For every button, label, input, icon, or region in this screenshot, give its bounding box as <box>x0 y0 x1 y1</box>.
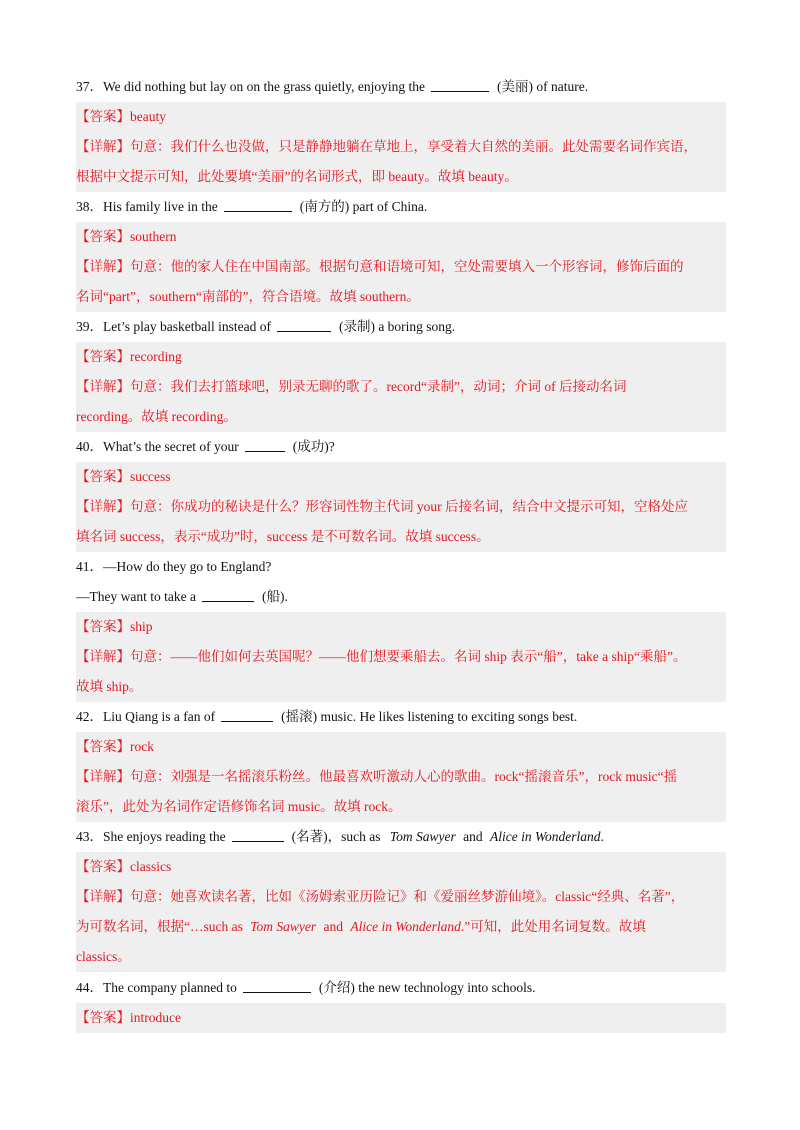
answer-line <box>76 342 726 372</box>
answer-blank <box>224 197 292 212</box>
explanation-text: 为可数名词，根据“…such as <box>76 919 243 934</box>
answer-blank <box>243 978 311 993</box>
question-43 <box>76 822 726 852</box>
answer-label: 【答案】 <box>76 229 130 244</box>
answer-value: rock <box>130 739 154 754</box>
explanation-text: 句意：我们什么也没做，只是静静地躺在草地上，享受着大自然的美丽。此处需要名词作宾语， <box>130 139 697 154</box>
answer-label: 【答案】 <box>76 349 130 364</box>
explanation-line: 滚乐”，此处为名词作定语修饰名词 music。故填 rock。 <box>76 799 402 814</box>
book-title: Alice in Wonderland <box>350 919 461 934</box>
answer-label: 【答案】 <box>76 859 130 874</box>
answer-blank <box>221 707 273 722</box>
answer-block-40 <box>76 462 726 552</box>
explanation-line <box>76 252 726 282</box>
answer-block-42 <box>76 732 726 822</box>
answer-blank <box>431 77 489 92</box>
question-hint: (录制) a boring song. <box>338 319 456 334</box>
explanation-text: 句意：你成功的秘诀是什么？形容词性物主代词 your 后接名词，结合中文提示可知，空格处应 <box>130 499 688 514</box>
question-text: 38．His family live in the <box>76 199 218 214</box>
question-text: . <box>600 829 604 844</box>
question-hint: (摇滚) music. He likes listening to exciting songs best. <box>281 709 578 724</box>
question-text: —They want to take a <box>76 589 196 604</box>
answer-blank <box>277 317 331 332</box>
explanation-label: 【详解】 <box>76 259 130 274</box>
explanation-text: and <box>323 919 343 934</box>
question-hint: (南方的) part of China. <box>299 199 428 214</box>
explanation-line: recording。故填 recording。 <box>76 409 237 424</box>
book-title: Alice in Wonderland <box>489 829 601 844</box>
question-42 <box>76 702 726 732</box>
explanation-label: 【详解】 <box>76 499 130 514</box>
answer-value: beauty <box>130 109 166 124</box>
explanation-text: .”可知，此处用名词复数。故填 <box>460 919 646 934</box>
answer-value: southern <box>130 229 177 244</box>
explanation-label: 【详解】 <box>76 379 130 394</box>
explanation-line <box>76 492 726 522</box>
explanation-line: 故填 ship。 <box>76 679 143 694</box>
explanation-line: 名词“part”，southern“南部的”，符合语境。故填 southern。 <box>76 289 420 304</box>
answer-line <box>76 852 726 882</box>
explanation-line <box>76 882 726 912</box>
explanation-text: 句意：刘强是一名摇滚乐粉丝。他最喜欢听激动人心的歌曲。rock“摇滚音乐”，rock music“摇 <box>130 769 678 784</box>
question-text: 40．What’s the secret of your <box>76 439 239 454</box>
explanation-line <box>76 912 726 942</box>
explanation-line: classics。 <box>76 949 131 964</box>
answer-value: classics <box>130 859 172 874</box>
question-hint: (成功)? <box>292 439 335 454</box>
answer-block-44 <box>76 1003 726 1033</box>
answer-blank <box>202 587 254 602</box>
explanation-line: 填名词 success，表示“成功”时，success 是不可数名词。故填 success。 <box>76 529 490 544</box>
explanation-text: 句意：他的家人住在中国南部。根据句意和语境可知，空处需要填入一个形容词，修饰后面的 <box>130 259 684 274</box>
explanation-line: 根据中文提示可知，此处要填“美丽”的名词形式，即 beauty。故填 beauty。 <box>76 169 518 184</box>
question-text: and <box>463 829 483 844</box>
question-text: 44．The company planned to <box>76 980 237 995</box>
answer-value: recording <box>130 349 182 364</box>
answer-label: 【答案】 <box>76 469 130 484</box>
question-40 <box>76 432 726 462</box>
answer-value: ship <box>130 619 153 634</box>
question-41 <box>76 552 726 582</box>
explanation-label: 【详解】 <box>76 649 130 664</box>
answer-line <box>76 102 726 132</box>
question-text: 41．—How do they go to England? <box>76 559 272 574</box>
explanation-label: 【详解】 <box>76 889 130 904</box>
answer-block-43 <box>76 852 726 972</box>
question-text: 39．Let’s play basketball instead of <box>76 319 271 334</box>
answer-value: success <box>130 469 171 484</box>
question-text: 43．She enjoys reading the <box>76 829 226 844</box>
question-hint: (介绍) the new technology into schools. <box>318 980 536 995</box>
answer-block-37 <box>76 102 726 192</box>
answer-value: introduce <box>130 1010 181 1025</box>
question-hint: (名著)，such as <box>291 829 381 844</box>
explanation-label: 【详解】 <box>76 139 130 154</box>
explanation-label: 【详解】 <box>76 769 130 784</box>
answer-line <box>76 732 726 762</box>
answer-label: 【答案】 <box>76 109 130 124</box>
answer-line <box>76 222 726 252</box>
answer-block-41 <box>76 612 726 702</box>
answer-label: 【答案】 <box>76 619 130 634</box>
answer-label: 【答案】 <box>76 739 130 754</box>
explanation-text: 句意：——他们如何去英国呢？——他们想要乘船去。名词 ship 表示“船”，take a ship“乘船”。 <box>130 649 687 664</box>
answer-blank <box>245 437 285 452</box>
question-hint: (美丽) of nature. <box>497 79 589 94</box>
book-title: Tom Sawyer <box>389 829 456 844</box>
answer-label: 【答案】 <box>76 1010 130 1025</box>
answer-block-38 <box>76 222 726 312</box>
answer-block-39 <box>76 342 726 432</box>
answer-line <box>76 462 726 492</box>
answer-line <box>76 612 726 642</box>
answer-blank <box>232 827 284 842</box>
explanation-text: 句意：我们去打篮球吧，别录无聊的歌了。record“录制”，动词；介词 of 后接动名词 <box>130 379 627 394</box>
explanation-line <box>76 642 726 672</box>
explanation-line <box>76 132 726 162</box>
explanation-text: 句意：她喜欢读名著，比如《汤姆索亚历险记》和《爱丽丝梦游仙境》。classic“经典、名著”， <box>130 889 685 904</box>
question-hint: (船). <box>261 589 288 604</box>
question-text: 42．Liu Qiang is a fan of <box>76 709 216 724</box>
question-37 <box>76 72 726 102</box>
explanation-line <box>76 372 726 402</box>
explanation-line <box>76 762 726 792</box>
book-title: Tom Sawyer <box>250 919 317 934</box>
question-41-line-2 <box>76 582 726 612</box>
answer-line <box>76 1003 726 1033</box>
question-44 <box>76 973 726 1003</box>
question-text: 37．We did nothing but lay on on the grass quietly, enjoying the <box>76 79 425 94</box>
question-38 <box>76 192 726 222</box>
question-39 <box>76 312 726 342</box>
